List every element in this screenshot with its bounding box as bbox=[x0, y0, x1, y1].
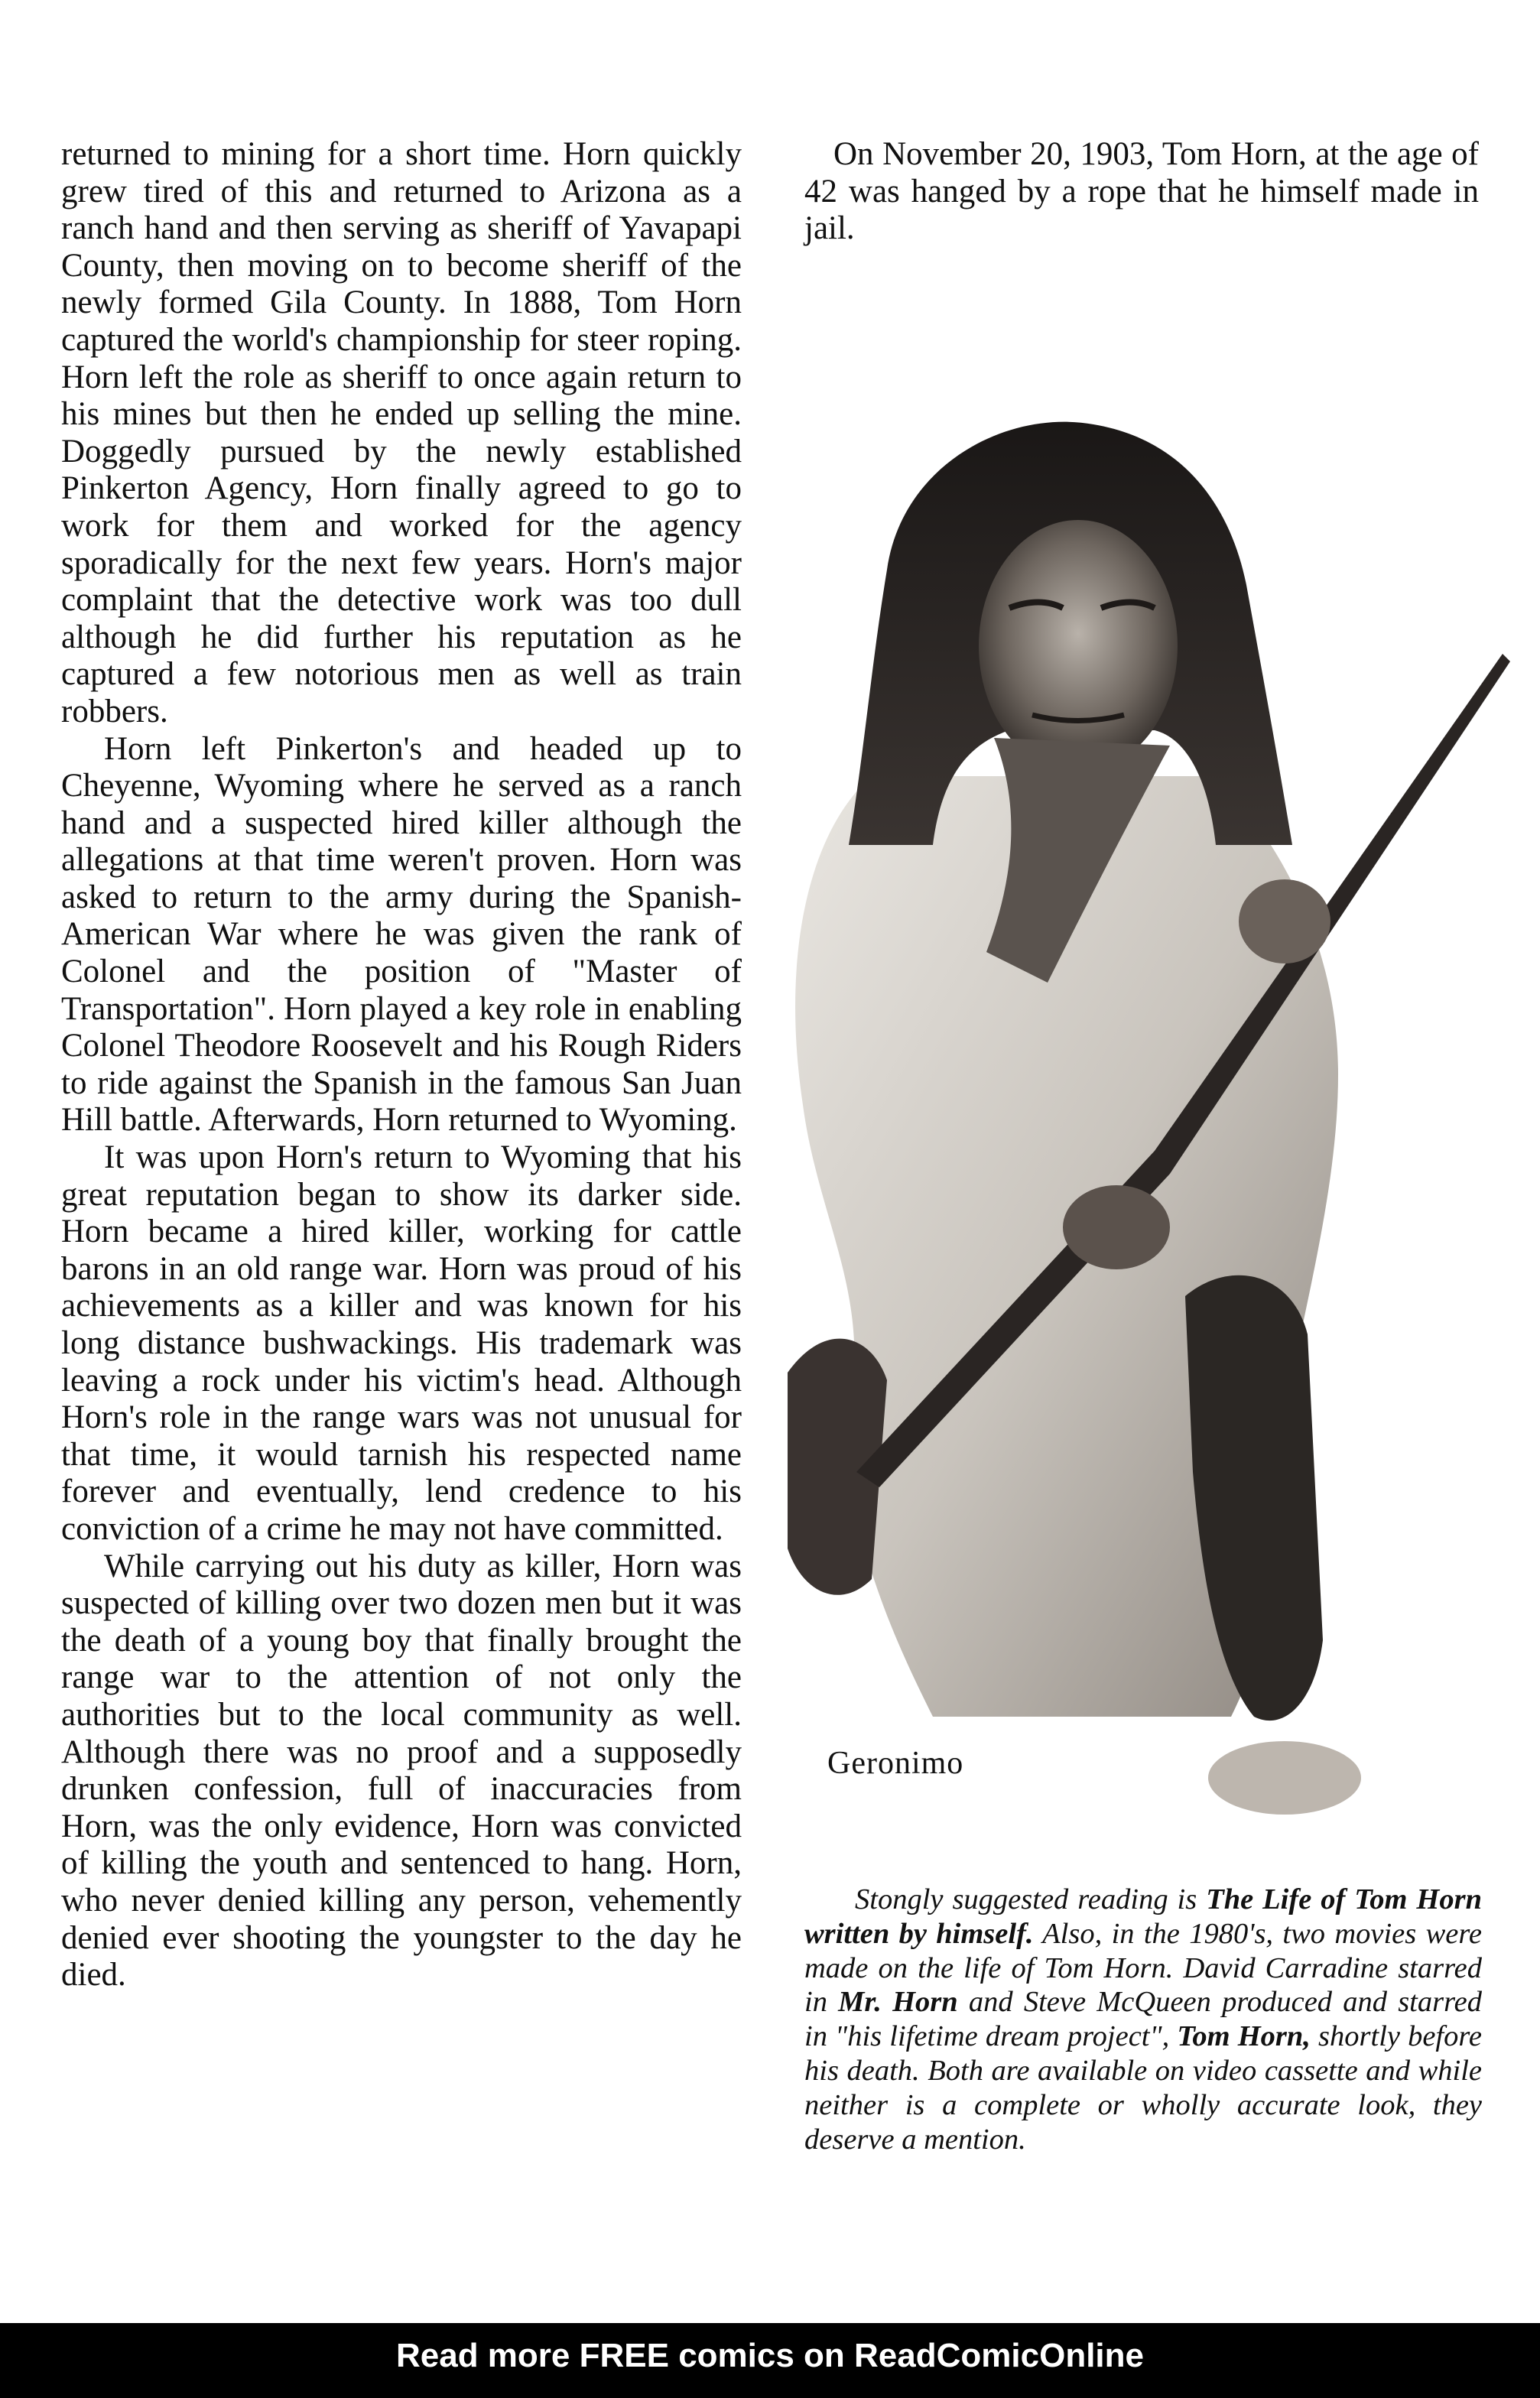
photo-caption: Geronimo bbox=[827, 1746, 964, 1781]
article-paragraph-1: returned to mining for a short time. Horn quickly grew tired of this and returned to Arizona as a ranch hand and then serving as sheriff of Yavapapi County, then moving on to become sheriff of the newly formed Gila County. In 1888, Tom Horn captured the world's championship for steer roping. Horn left the role as sheriff to once again return to his mines but then he ended up selling the mine. Doggedly pursued by the newly established Pinkerton Agency, Horn finally agreed to go to work for them and worked for the agency sporadically for the next few years. Horn's major complaint that the detective work was too dull although he did further his reputation as he captured a few notorious men as well as train robbers. bbox=[61, 136, 742, 729]
suggested-reading-note bbox=[804, 1883, 1482, 2156]
book-title: The Life of Tom Horn written by himself. bbox=[804, 1883, 1483, 1950]
suggestion-text-2: Also, in the 1980's, two movies were made on the life of Tom Horn. David Carradine starred in bbox=[804, 1917, 1482, 2019]
article-paragraph-3: It was upon Horn's return to Wyoming that his great reputation began to show its darker side. Horn became a hired killer, working for cattle barons in an old range war. Horn was proud of his achievements as a killer and was known for his long distance bushwackings. His trademark was leaving a rock under his victim's head. Although Horn's role in the range wars was not unusual for that time, it would tarnish his respected name forever and eventually, lend credence to his conviction of a crime he may not have committed. bbox=[61, 1139, 742, 1547]
suggestion-text-1: Stongly suggested reading is bbox=[855, 1883, 1207, 1915]
movie-title-mr-horn: Mr. Horn bbox=[838, 1986, 958, 2019]
suggestion-text-4: shortly before his death. Both are available on video cassette and while neither is a complete or wholly accurate look, they deserve a mention. bbox=[804, 2020, 1483, 2156]
suggestion-text-3: and Steve McQueen produced and starred in "his lifetime dream project", bbox=[804, 1986, 1483, 2053]
article-left-column bbox=[61, 136, 742, 1994]
suggested-reading-text bbox=[804, 1883, 1482, 2156]
footer-banner[interactable] bbox=[0, 2323, 1540, 2398]
article-paragraph-hanging: On November 20, 1903, Tom Horn, at the age of 42 was hanged by a rope that he himself made in jail. bbox=[804, 136, 1479, 247]
article-right-column bbox=[804, 136, 1479, 248]
movie-title-tom-horn: Tom Horn, bbox=[1177, 2020, 1311, 2053]
footer-link-text[interactable]: Read more FREE comics on ReadComicOnline bbox=[395, 2337, 1144, 2374]
geronimo-photo bbox=[757, 417, 1514, 1824]
article-paragraph-2: Horn left Pinkerton's and headed up to Cheyenne, Wyoming where he served as a ranch hand and a suspected hired killer although the allegations at that time weren't proven. Horn was asked to return to the army during the Spanish-American War where he was given the rank of Colonel and the position of "Master of Transportation". Horn played a key role in enabling Colonel Theodore Roosevelt and his Rough Riders to ride against the Spanish in the famous San Juan Hill battle. Afterwards, Horn returned to Wyoming. bbox=[61, 730, 742, 1139]
article-paragraph-4: While carrying out his duty as killer, Horn was suspected of killing over two dozen men but it was the death of a young boy that finally brought the range war to the attention of not only the authorities but to the local community as well. Although there was no proof and a supposedly drunken confession, full of inaccuracies from Horn, was the only evidence, Horn was convicted of killing the youth and sentenced to hang. Horn, who never denied killing any person, vehemently denied ever shooting the youngster to the day he died. bbox=[61, 1548, 742, 1993]
